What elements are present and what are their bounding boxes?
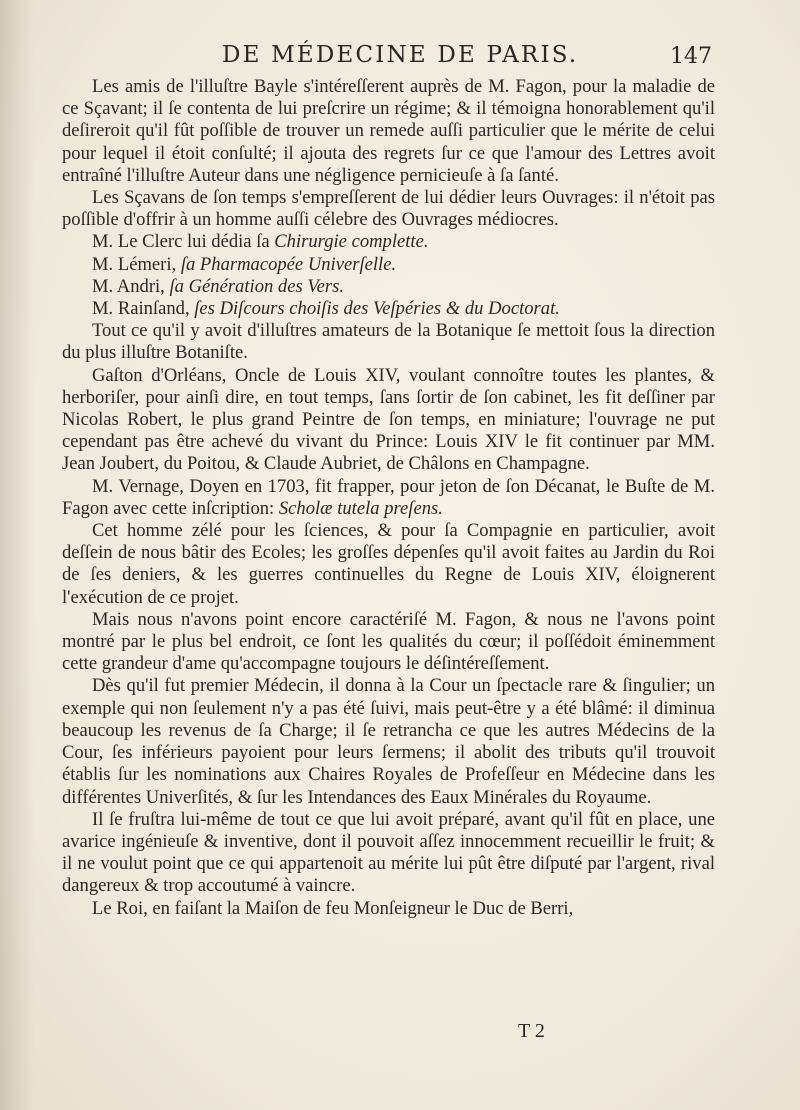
paragraph-premier-medecin: Dès qu'il fut premier Médecin, il donna à la Cour un ſpectacle rare & ſingulier; un exemple qui non ſeulement n'y a pas été ſuivi, mais peut-être y a été blâmé: il diminua beaucoup les revenus de ſa Charge; il ſe retrancha ce que les autres Médecins de la Cour, ſes inférieurs payoient pour leurs ſermens; il abolit des tributs qu'il trouvoit établis ſur les nominations aux Chaires Royales de Profeſſeur en Médecine dans les différentes Univerſités, & ſur les Intendances des Eaux Minérales du Royaume. bbox=[62, 675, 715, 808]
dedication-work-title: Chirurgie complette. bbox=[274, 231, 429, 253]
dedication-andri bbox=[62, 276, 715, 298]
dedication-rainsand bbox=[62, 298, 715, 320]
paragraph-ecoles: Cet homme zélé pour les ſciences, & pour ſa Compagnie en particulier, avoit deſſein de nous bâtir des Ecoles; les groſſes dépenſes qu'il avoit faites au Jardin du Roi de ſes deniers, & les guerres continuelles du Regne de Louis XIV, éloignerent l'exécution de ce projet. bbox=[62, 520, 715, 608]
paragraph-vernage bbox=[62, 476, 715, 520]
paragraph-avarice: Il ſe fruſtra lui-même de tout ce que lui avoit préparé, avant qu'il fût en place, une avarice ingénieuſe & inventive, dont il pouvoit aſſez innocemment recueillir le fruit; & il ne voulut point que ce qui appartenoit au mérite lui pût être diſputé par l'argent, rival dangereux & trop accoutumé à vaincre. bbox=[62, 808, 715, 897]
dedication-work-title: ſes Diſcours choiſis des Veſpéries & du Doctorat. bbox=[194, 298, 560, 320]
paragraph-botanique: Tout ce qu'il y avoit d'illuſtres amateurs de la Botanique ſe mettoit ſous la direction du plus illuſtre Botaniſte. bbox=[62, 320, 715, 364]
paragraph-roi: Le Roi, en faiſant la Maiſon de feu Monſeigneur le Duc de Berri, bbox=[92, 897, 574, 919]
running-head: DE MÉDECINE DE PARIS. bbox=[222, 42, 579, 68]
paragraph-gaston: Gaſton d'Orléans, Oncle de Louis XIV, voulant connoître toutes les plantes, & herboriſer, pour ainſi dire, en tout temps, ſans ſortir de ſon cabinet, les fit deſſiner par Nicolas Robert, le plus grand Peintre de ſon temps, en miniature; l'ouvrage ne put cependant pas être achevé du vivant du Prince: Louis XIV le fit continuer par MM. Jean Joubert, du Poitou, & Claude Aubriet, de Châlons en Champagne. bbox=[62, 364, 715, 475]
dedication-author: M. Lémeri, bbox=[92, 253, 181, 275]
dedication-author: M. Rainſand, bbox=[92, 298, 195, 320]
dedication-work-title: ſa Génération des Vers. bbox=[169, 275, 345, 297]
dedication-le-clerc bbox=[62, 231, 715, 253]
paragraph-qualites: Mais nous n'avons point encore caractériſé M. Fagon, & nous ne l'avons point montré par le plus bel endroit, ce ſont les qualités du cœur; il poſſédoit éminemment cette grandeur d'ame qu'accompagne toujours le déſintéreſſement. bbox=[62, 608, 715, 675]
dedication-author: M. Andri, bbox=[92, 275, 170, 297]
body-text bbox=[62, 76, 715, 920]
dedication-lemeri bbox=[62, 254, 715, 276]
jeton-inscription: Scholæ tutela preſens. bbox=[278, 497, 443, 519]
paragraph-bayle: Les amis de l'illuſtre Bayle s'intéreſſerent auprès de M. Fagon, pour la maladie de ce Sçavant; il ſe contenta de lui preſcrire un régime; & il témoigna honorablement qu'il deſireroit qu'il fût poſſible de trouver un remede auſſi particulier que le mérite de celui pour lequel il étoit conſulté; il ajouta des regrets ſur ce que l'amour des Lettres avoit entraîné l'illuſtre Auteur dans une négligence pernicieuſe à ſa ſanté. bbox=[62, 76, 715, 186]
dedication-author: M. Le Clerc lui dédia ſa bbox=[92, 231, 275, 253]
vernage-text: M. Vernage, Doyen en 1703, fit frapper, pour jeton de ſon Décanat, le Buſte de M. Fagon avec cette inſcription: bbox=[62, 475, 715, 519]
dedication-work-title: ſa Pharmacopée Univerſelle. bbox=[180, 253, 397, 275]
paragraph-dedications: Les Sçavans de ſon temps s'empreſſerent de lui dédier leurs Ouvrages: il n'étoit pas poſſible d'offrir à un homme auſſi célebre des Ouvrages médiocres. bbox=[62, 187, 715, 231]
signature-mark: T 2 bbox=[518, 1020, 545, 1042]
page-number: 147 bbox=[670, 44, 712, 69]
